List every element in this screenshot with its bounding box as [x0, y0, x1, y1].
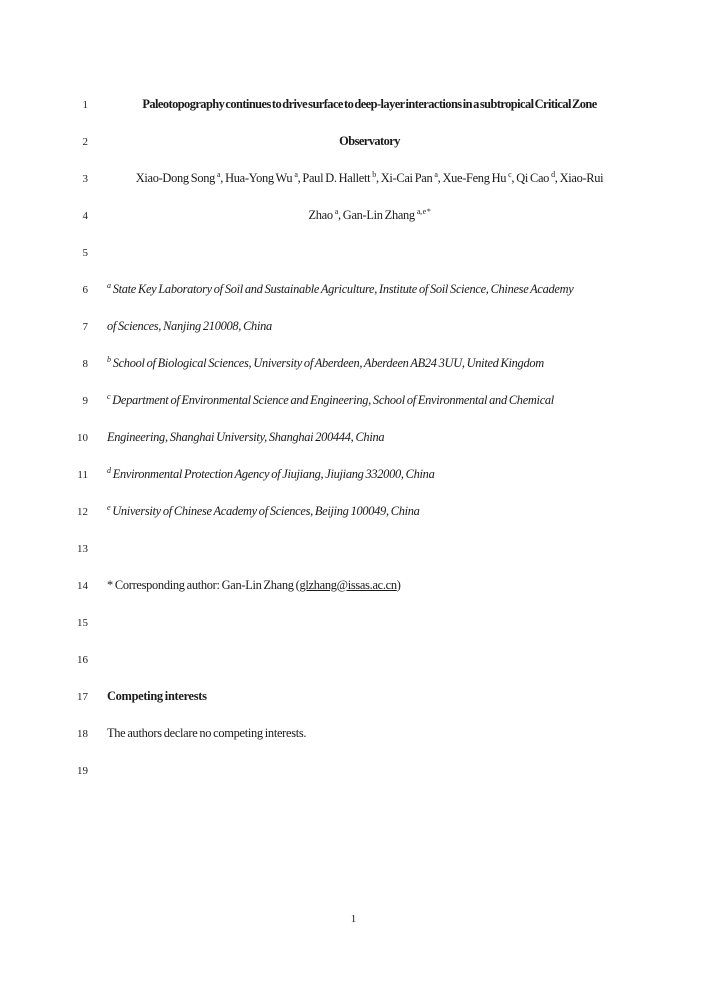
authors-row-2 — [0, 197, 707, 234]
affiliation-text: Department of Environmental Science and Engineering, School of Environmental and Chemical — [110, 392, 554, 407]
affiliation-row-c-cont — [0, 419, 707, 456]
line-number: 10 — [77, 431, 88, 444]
line-number: 12 — [77, 505, 88, 518]
blank-row — [0, 234, 707, 271]
line-number: 18 — [77, 727, 88, 740]
line-number: 17 — [77, 690, 88, 703]
affiliation-line — [107, 465, 632, 482]
author-name: , Hua-Yong Wu — [220, 170, 295, 185]
affiliation-superscript: a — [434, 169, 438, 179]
author-name: , Xi-Cai Pan — [375, 170, 435, 185]
competing-interests-body-row — [0, 715, 707, 752]
corresponding-author-line — [107, 579, 632, 593]
author-name: , Xiao-Rui — [554, 170, 604, 185]
line-number: 19 — [77, 764, 88, 777]
affiliation-superscript: a, e * — [416, 206, 431, 216]
blank-row — [0, 752, 707, 789]
author-name: , Xue-Feng Hu — [437, 170, 509, 185]
affiliation-row-e — [0, 493, 707, 530]
affiliation-superscript: a — [107, 280, 111, 290]
author-name: , Gan-Lin Zhang — [338, 207, 417, 222]
corresponding-author-suffix: ) — [396, 577, 401, 592]
line-number: 1 — [82, 98, 88, 111]
affiliation-row-a — [0, 271, 707, 308]
author-list-line-1 — [107, 169, 632, 186]
competing-interests-heading: Competing interests — [107, 688, 207, 703]
line-number: 14 — [77, 579, 88, 592]
affiliation-superscript: e — [107, 502, 111, 512]
author-name: Zhao — [308, 207, 335, 222]
affiliation-text: of Sciences, Nanjing 210008, China — [107, 318, 272, 333]
blank-row — [0, 641, 707, 678]
affiliation-superscript: d — [107, 465, 111, 475]
line-number: 3 — [82, 172, 88, 185]
affiliation-superscript: c — [107, 391, 111, 401]
line-number: 8 — [82, 357, 88, 370]
affiliation-superscript: a — [294, 169, 298, 179]
affiliation-text: State Key Laboratory of Soil and Sustainable Agriculture, Institute of Soil Science, Chinese Academy — [110, 281, 574, 296]
affiliation-line — [107, 354, 632, 371]
line-number: 7 — [82, 320, 88, 333]
title-row-2 — [0, 123, 707, 160]
email-link[interactable]: glzhang@issas.ac.cn — [299, 577, 397, 592]
affiliation-text: Environmental Protection Agency of Jiujiang, Jiujiang 332000, China — [110, 466, 435, 481]
affiliation-superscript: a — [217, 169, 221, 179]
affiliation-line — [107, 502, 632, 519]
line-number: 11 — [77, 468, 88, 481]
line-numbered-body — [0, 86, 707, 789]
line-number: 13 — [77, 542, 88, 555]
affiliation-text: School of Biological Sciences, University of Aberdeen, Aberdeen AB24 3UU, United Kingdom — [110, 355, 544, 370]
affiliation-row-d — [0, 456, 707, 493]
author-name: , Qi Cao — [511, 170, 552, 185]
affiliation-text: Engineering, Shanghai University, Shanghai 200444, China — [107, 429, 385, 444]
affiliation-line — [107, 280, 632, 297]
page-number: 1 — [350, 913, 357, 925]
competing-interests-text: The authors declare no competing interests. — [107, 725, 307, 740]
line-number: 2 — [82, 135, 88, 148]
line-number: 16 — [77, 653, 88, 666]
affiliation-row-a-cont — [0, 308, 707, 345]
authors-row-1 — [0, 160, 707, 197]
line-number: 6 — [82, 283, 88, 296]
competing-interests-heading-row — [0, 678, 707, 715]
paper-title-line-1: Paleotopography continues to drive surface to deep-layer interactions in a subtropical Critical Zone — [142, 96, 597, 111]
blank-row — [0, 530, 707, 567]
affiliation-superscript: b — [107, 354, 111, 364]
paper-title-line-2: Observatory — [339, 133, 400, 148]
blank-row — [0, 604, 707, 641]
correspondence-row — [0, 567, 707, 604]
line-number: 9 — [82, 394, 88, 407]
author-name: Xiao-Dong Song — [135, 170, 218, 185]
affiliation-row-b — [0, 345, 707, 382]
corresponding-author-prefix: * Corresponding author: Gan-Lin Zhang ( — [107, 577, 300, 592]
line-number: 5 — [82, 246, 88, 259]
author-name: , Paul D. Hallett — [297, 170, 373, 185]
line-number: 15 — [77, 616, 88, 629]
title-row-1 — [0, 86, 707, 123]
affiliation-superscript: c — [508, 169, 512, 179]
affiliation-text: University of Chinese Academy of Sciences, Beijing 100049, China — [110, 503, 420, 518]
author-list-line-2 — [107, 206, 632, 223]
affiliation-superscript: b — [372, 169, 376, 179]
affiliation-superscript: a — [334, 206, 338, 216]
affiliation-line — [107, 391, 632, 408]
affiliation-superscript: d — [551, 169, 555, 179]
line-number: 4 — [82, 209, 88, 222]
affiliation-row-c — [0, 382, 707, 419]
